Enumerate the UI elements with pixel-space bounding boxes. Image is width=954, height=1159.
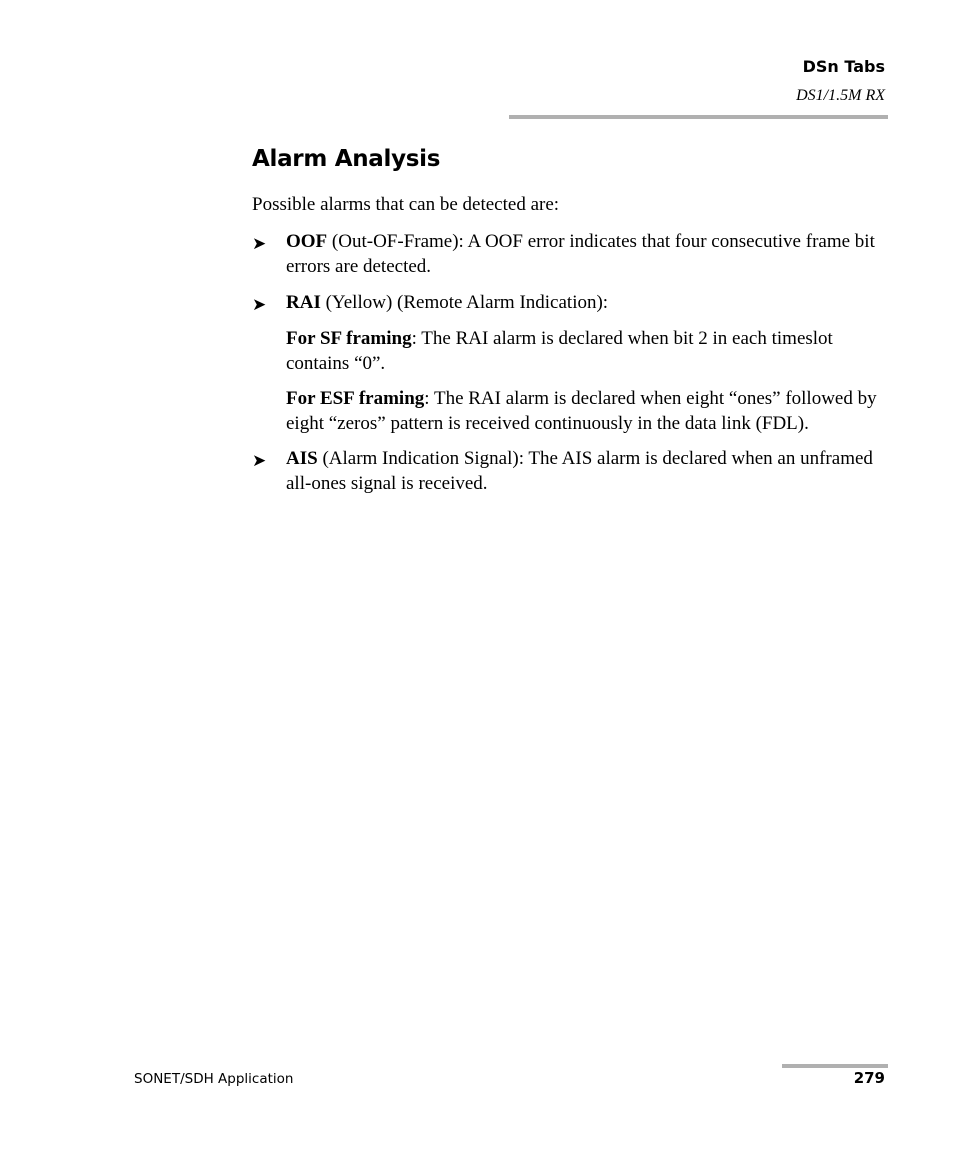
- sub-term: For SF framing: [286, 328, 412, 349]
- bullet-text: (Alarm Indication Signal): The AIS alarm is declared when an unframed all-ones signal is received.: [286, 448, 873, 494]
- bullet-ais: [252, 446, 892, 496]
- rai-sf-framing: [252, 326, 892, 376]
- bullet-term: AIS: [286, 448, 318, 469]
- rai-esf-framing: [252, 386, 892, 436]
- bullet-text: (Out-OF-Frame): A OOF error indicates that four consecutive frame bit errors are detected.: [286, 231, 875, 277]
- bullet-text: (Yellow) (Remote Alarm Indication):: [320, 292, 609, 313]
- bullet-term: OOF: [286, 231, 328, 252]
- sub-text: : The RAI alarm is declared when eight “ones” followed by eight “zeros” pattern is received continuously in the data link (FDL).: [286, 388, 877, 434]
- arrow-bullet-icon: ➤: [252, 451, 267, 470]
- arrow-bullet-icon: ➤: [252, 295, 267, 314]
- bullet-rai: [252, 290, 892, 315]
- header-divider: [509, 115, 888, 119]
- section-body: [252, 146, 892, 507]
- running-header-subtitle: DS1/1.5M RX: [796, 87, 885, 104]
- intro-paragraph: Possible alarms that can be detected are:: [252, 194, 560, 215]
- bullet-oof: [252, 229, 892, 279]
- footer-divider: [782, 1064, 888, 1068]
- sub-term: For ESF framing: [286, 388, 425, 409]
- bullet-term: RAI: [286, 292, 321, 313]
- sub-text: : The RAI alarm is declared when bit 2 in each timeslot contains “0”.: [286, 328, 833, 374]
- section-heading: Alarm Analysis: [252, 146, 441, 172]
- arrow-bullet-icon: ➤: [252, 234, 267, 253]
- page-number: 279: [853, 1069, 885, 1087]
- footer-doc-title: SONET/SDH Application: [134, 1071, 294, 1087]
- running-header-title: DSn Tabs: [802, 57, 885, 76]
